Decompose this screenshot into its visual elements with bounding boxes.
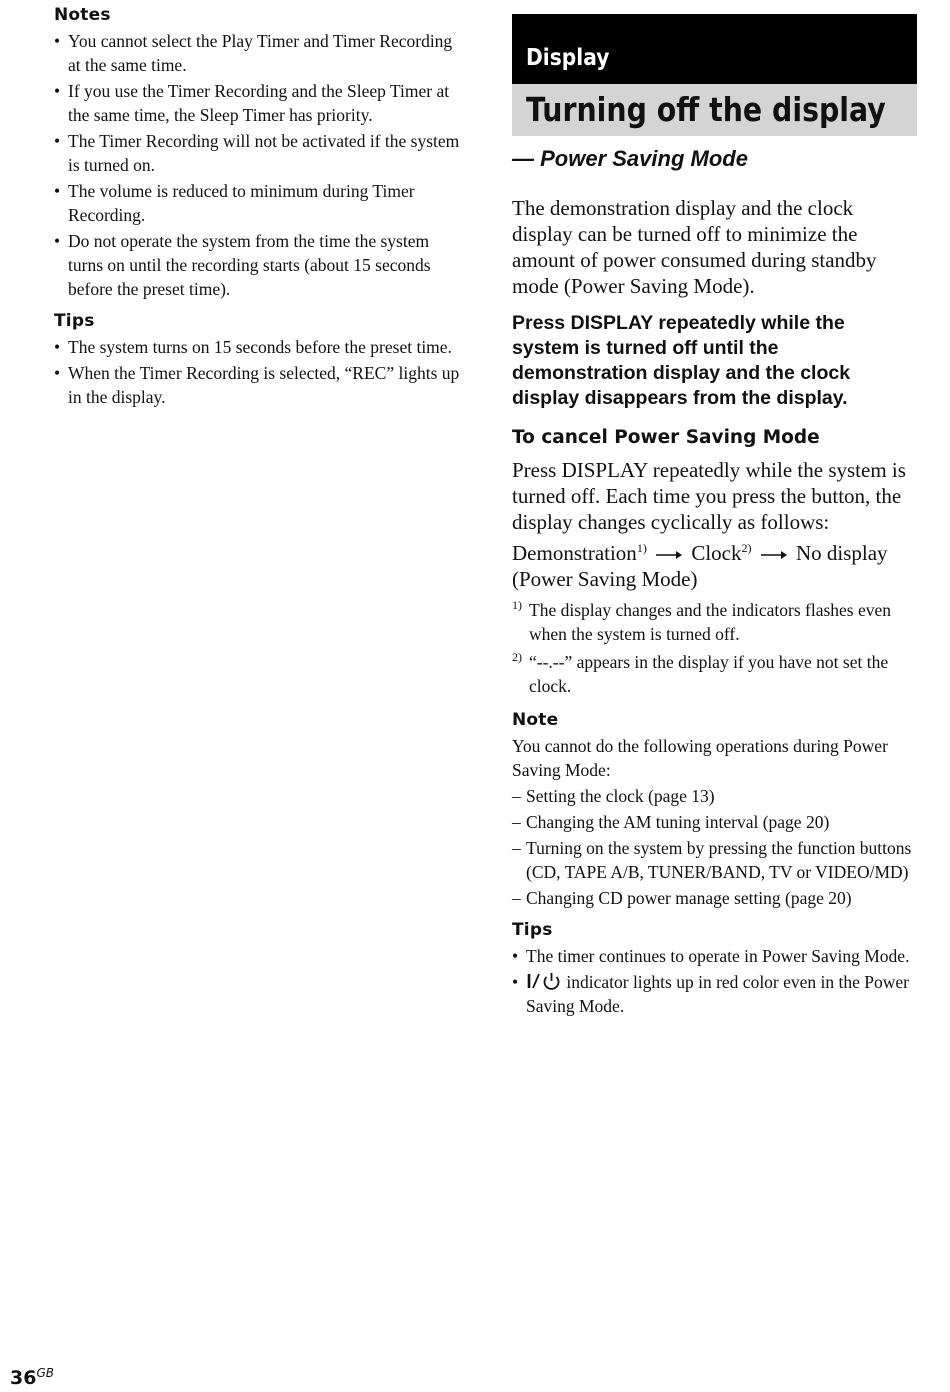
list-item: • The system turns on 15 seconds before the preset time. [54,337,452,357]
tips-list [512,944,917,1018]
cancel-paragraph: Press DISPLAY repeatedly while the system is turned off. Each time you press the button, the display changes cyclically as follows: [512,458,906,534]
list-item: • The Timer Recording will not be activated if the system is turned on. [54,131,460,175]
list-item: • When the Timer Recording is selected, “REC” lights up in the display. [54,363,460,407]
notes-heading: Notes [54,5,111,25]
list-item: • The timer continues to operate in Power Saving Mode. [512,946,910,966]
note-paragraph: You cannot do the following operations during Power Saving Mode: [512,736,888,780]
page-subtitle: — Power Saving Mode [512,146,748,171]
section-band [512,14,917,84]
list-item: • indicator lights up in red color even in the Power Saving Mode. [512,972,910,1016]
list-item: • If you use the Timer Recording and the Sleep Timer at the same time, the Sleep Timer has priority. [54,81,450,125]
arrow-right-icon [761,549,787,561]
cycle-item-clock: Clock [691,541,742,565]
footnote-mark: 2) [741,541,752,555]
left-column [54,5,464,411]
title-band [512,84,917,136]
footnote-mark: 1) [636,541,647,555]
cycle-item-no-display: No display [795,541,888,565]
list-item: – Changing the AM tuning interval (page 20) [512,812,830,832]
list-item: • Do not operate the system from the time the system turns on until the recording starts (about 15 seconds before the preset time). [54,231,431,299]
right-column [512,14,917,1020]
tips-heading: Tips [54,311,95,331]
cancel-heading: To cancel Power Saving Mode [512,427,820,448]
footnote: 1) The display changes and the indicators flashes even when the system is turned off. [512,598,892,644]
list-item: – Turning on the system by pressing the function buttons (CD, TAPE A/B, TUNER/BAND, TV or VIDEO/MD) [512,838,912,882]
list-item: • You cannot select the Play Timer and Timer Recording at the same time. [54,31,453,75]
intro-paragraph: The demonstration display and the clock display can be turned off to minimize the amount of power consumed during standby mode (Power Saving Mode). [512,196,877,298]
note-heading: Note [512,710,559,730]
cycle-item-power-saving: (Power Saving Mode) [512,567,698,591]
instruction-paragraph: Press DISPLAY repeatedly while the system is turned off until the demonstration display and the clock display disappears from the display. [512,312,851,409]
section-label: Display [526,45,610,71]
tips-list [54,335,464,409]
list-item: – Setting the clock (page 13) [512,786,715,806]
cycle-sequence [512,535,917,592]
list-item: • The volume is reduced to minimum during Timer Recording. [54,181,415,225]
page-title: Turning off the display [526,90,886,129]
list-item: – Changing CD power manage setting (page 20) [512,888,852,908]
footnotes [512,598,917,698]
tips-heading: Tips [512,920,553,940]
notes-list [54,29,464,301]
note-list [512,784,917,910]
footnote: 2) “--.--” appears in the display if you have not set the clock. [512,650,889,696]
arrow-right-icon [656,549,682,561]
power-standby-icon [526,972,562,990]
page-number: $36^{GB}$ [10,1366,54,1389]
cycle-item-demonstration: Demonstration [512,541,637,565]
